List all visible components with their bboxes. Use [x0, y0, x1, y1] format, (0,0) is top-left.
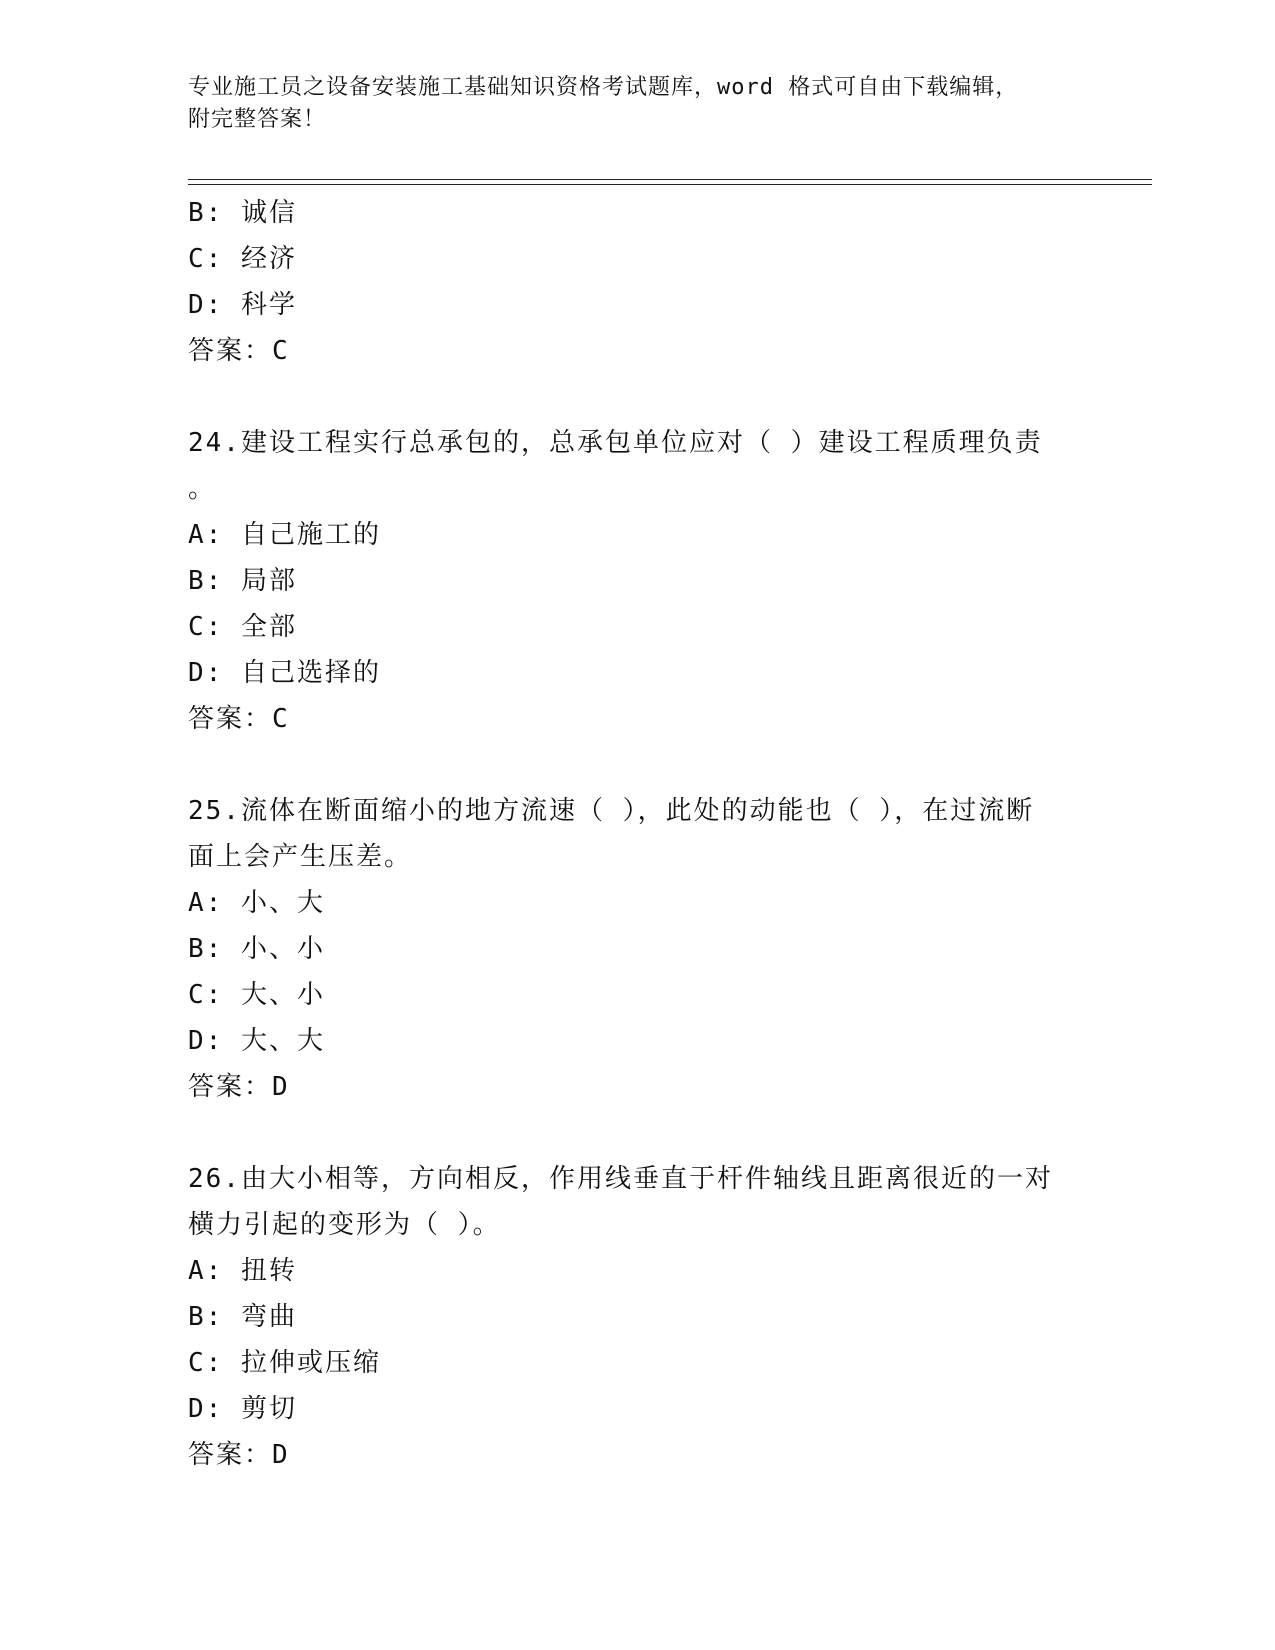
question-text-line: 。 — [188, 474, 217, 504]
option-c: C: 大、小 — [188, 980, 325, 1010]
option-d: D: 剪切 — [188, 1394, 297, 1424]
answer-line: 答案：D — [188, 1072, 290, 1102]
option-c: C: 经济 — [188, 244, 297, 274]
question-list — [188, 190, 1088, 1478]
question-text — [188, 788, 1068, 880]
question-text-line: 面上会产生压差。 — [188, 842, 413, 872]
question-25 — [188, 788, 1088, 1110]
prev-question-block — [188, 190, 1088, 374]
question-text-line: 横力引起的变形为（ ）。 — [188, 1210, 501, 1240]
answer-line: 答案：C — [188, 704, 290, 734]
option-c: C: 全部 — [188, 612, 297, 642]
option-b: B: 小、小 — [188, 934, 325, 964]
option-d: D: 大、大 — [188, 1026, 325, 1056]
document-header — [188, 72, 1088, 136]
header-divider — [188, 179, 1152, 185]
header-title-line-1: 专业施工员之设备安装施工基础知识资格考试题库，word 格式可自由下载编辑， — [188, 75, 1019, 100]
answer-line: 答案：D — [188, 1440, 290, 1470]
question-text-line: 24.建设工程实行总承包的，总承包单位应对（ ）建设工程质理负责 — [188, 428, 1043, 458]
question-26 — [188, 1156, 1088, 1478]
option-a: A: 扭转 — [188, 1256, 297, 1286]
option-b: B: 局部 — [188, 566, 297, 596]
question-text-line: 25.流体在断面缩小的地方流速（ ），此处的动能也（ ），在过流断 — [188, 796, 1035, 826]
option-a: A: 小、大 — [188, 888, 325, 918]
answer-line: 答案：C — [188, 336, 290, 366]
option-a: A: 自己施工的 — [188, 520, 381, 550]
option-c: C: 拉伸或压缩 — [188, 1348, 381, 1378]
question-text — [188, 420, 1068, 512]
option-b: B: 弯曲 — [188, 1302, 297, 1332]
option-d: D: 科学 — [188, 290, 297, 320]
header-title-line-2: 附完整答案！ — [188, 107, 327, 132]
question-24 — [188, 420, 1088, 742]
question-text-line: 26.由大小相等，方向相反，作用线垂直于杆件轴线且距离很近的一对 — [188, 1164, 1053, 1194]
option-b: B: 诚信 — [188, 198, 297, 228]
option-d: D: 自己选择的 — [188, 658, 381, 688]
question-text — [188, 1156, 1068, 1248]
